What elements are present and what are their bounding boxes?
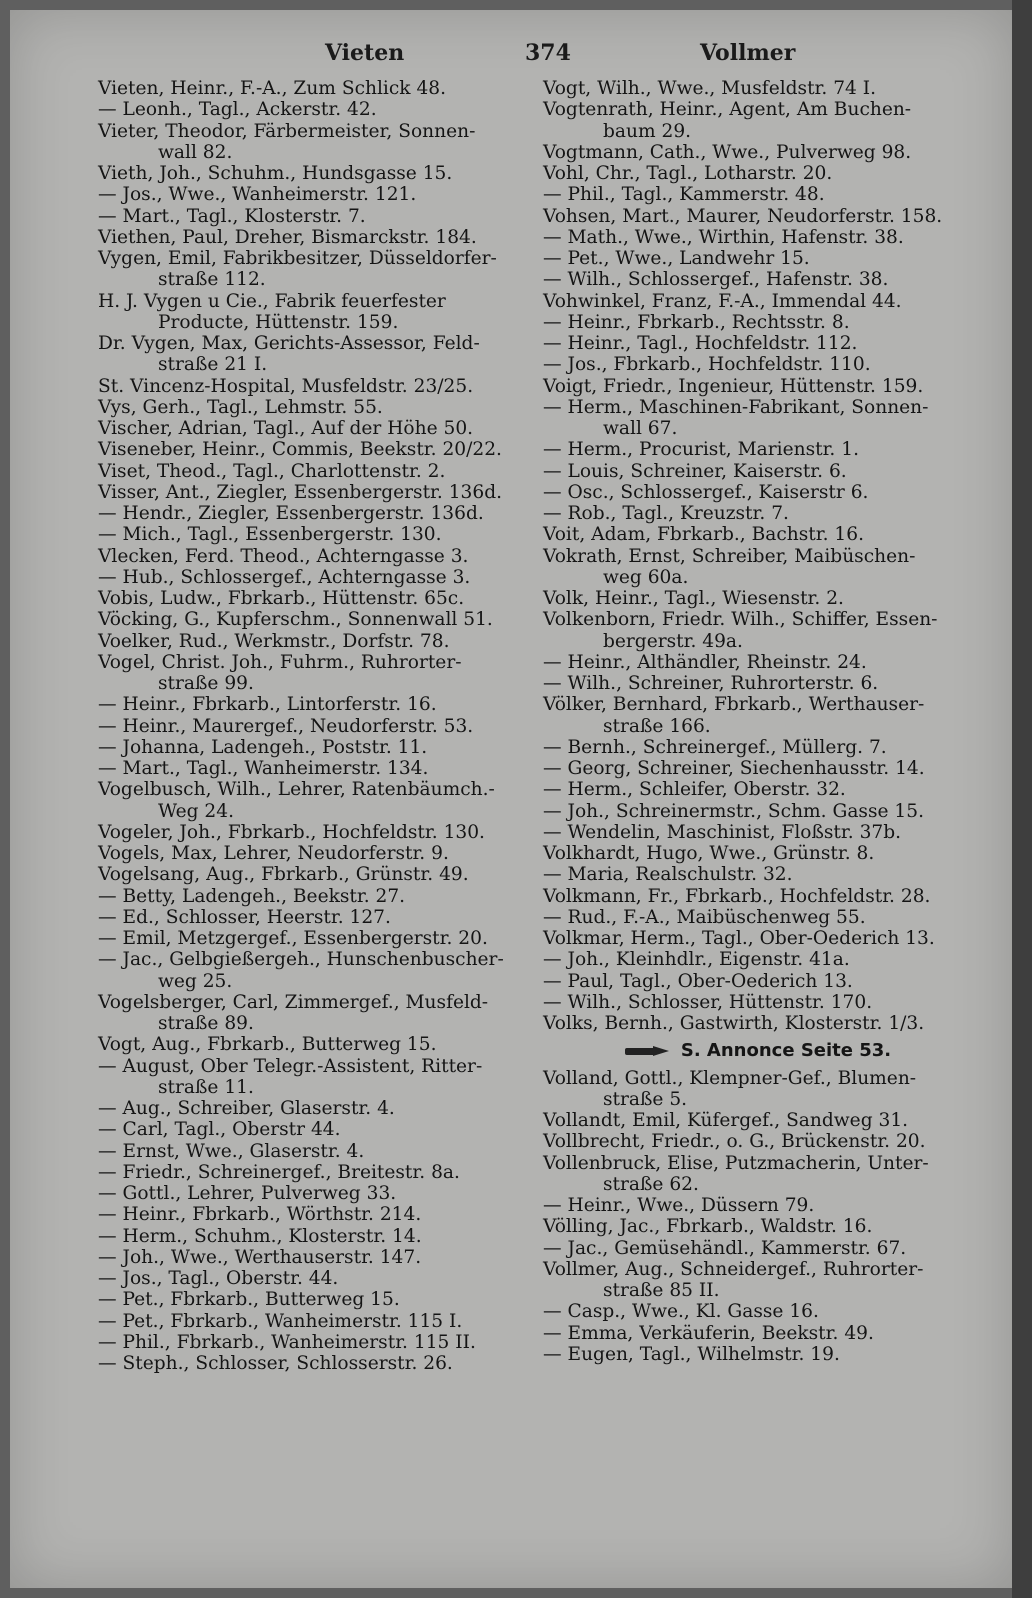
directory-entry: Völker, Bernhard, Fbrkarb., Werthauser- bbox=[543, 694, 925, 716]
directory-entry: Vogt, Aug., Fbrkarb., Butterweg 15. bbox=[98, 1034, 437, 1056]
pointing-hand-icon bbox=[625, 1044, 671, 1058]
directory-entry: — Emma, Verkäuferin, Beekstr. 49. bbox=[543, 1322, 874, 1344]
directory-entry: straße 89. bbox=[158, 1013, 254, 1034]
directory-entry: — Carl, Tagl., Oberstr 44. bbox=[98, 1119, 341, 1141]
directory-entry: Viset, Theod., Tagl., Charlottenstr. 2. bbox=[98, 460, 446, 482]
directory-entry: — Ernst, Wwe., Glaserstr. 4. bbox=[98, 1140, 365, 1162]
directory-entry: Vieten, Heinr., F.-A., Zum Schlick 48. bbox=[98, 78, 447, 99]
directory-entry: — Bernh., Schreinergef., Müllerg. 7. bbox=[543, 736, 887, 758]
directory-entry: Vogelsang, Aug., Fbrkarb., Grünstr. 49. bbox=[98, 864, 469, 886]
directory-entry: — Heinr., Wwe., Düssern 79. bbox=[543, 1195, 815, 1216]
directory-entry: — Heinr., Fbrkarb., Wörthstr. 214. bbox=[98, 1204, 422, 1226]
page-number: 374 bbox=[525, 40, 571, 66]
directory-entry: Vogtmann, Cath., Wwe., Pulverweg 98. bbox=[543, 141, 912, 163]
directory-entry: — Pet., Fbrkarb., Wanheimerstr. 115 I. bbox=[98, 1310, 463, 1332]
directory-entry: — Jos., Wwe., Wanheimerstr. 121. bbox=[98, 184, 417, 206]
directory-entry: — August, Ober Telegr.-Assistent, Ritter- bbox=[98, 1055, 483, 1077]
directory-entry: — Aug., Schreiber, Glaserstr. 4. bbox=[98, 1098, 395, 1119]
directory-entry: — Rob., Tagl., Kreuzstr. 7. bbox=[543, 503, 789, 524]
directory-entry: baum 29. bbox=[603, 120, 692, 142]
directory-entry: straße 99. bbox=[158, 673, 254, 694]
directory-entry: Vohl, Chr., Tagl., Lotharstr. 20. bbox=[543, 163, 833, 184]
directory-entry: Weg 24. bbox=[158, 800, 234, 822]
directory-entry: Vischer, Adrian, Tagl., Auf der Höhe 50. bbox=[98, 418, 474, 439]
annonce-text: S. Annonce Seite 53. bbox=[680, 1040, 892, 1062]
directory-entry: — Wilh., Schlossergef., Hafenstr. 38. bbox=[543, 269, 889, 291]
directory-entry: — Maria, Realschulstr. 32. bbox=[543, 864, 793, 886]
directory-entry: Vieth, Joh., Schuhm., Hundsgasse 15. bbox=[98, 163, 453, 184]
directory-entry: Vogelbusch, Wilh., Lehrer, Ratenbäumch.- bbox=[98, 779, 495, 801]
directory-entry: — Ed., Schlosser, Heerstr. 127. bbox=[98, 906, 391, 928]
directory-entry: — Herm., Maschinen-Fabrikant, Sonnen- bbox=[543, 396, 929, 418]
directory-entry: straße 11. bbox=[158, 1076, 254, 1098]
right-column bbox=[543, 78, 973, 1365]
directory-entry: — Jac., Gelbgießergeh., Hunschenbuscher- bbox=[98, 949, 504, 971]
directory-entry: Voigt, Friedr., Ingenieur, Hüttenstr. 159. bbox=[543, 375, 924, 397]
directory-entry: — Mich., Tagl., Essenbergerstr. 130. bbox=[98, 524, 442, 546]
directory-entry: Vogeler, Joh., Fbrkarb., Hochfeldstr. 130. bbox=[98, 821, 485, 843]
directory-entry: — Hendr., Ziegler, Essenbergerstr. 136d. bbox=[98, 503, 484, 524]
directory-entry: straße 166. bbox=[603, 715, 711, 737]
directory-entry: — Paul, Tagl., Ober-Oederich 13. bbox=[543, 970, 853, 992]
directory-entry: weg 25. bbox=[158, 970, 233, 992]
directory-entry: — Eugen, Tagl., Wilhelmstr. 19. bbox=[543, 1343, 840, 1365]
running-head-right: Vollmer bbox=[700, 40, 796, 66]
directory-entry: — Mart., Tagl., Klosterstr. 7. bbox=[98, 205, 366, 227]
page-header bbox=[10, 40, 1012, 76]
directory-entry: straße 62. bbox=[603, 1173, 699, 1195]
directory-entry: — Joh., Kleinhdlr., Eigenstr. 41a. bbox=[543, 949, 850, 971]
directory-entry: — Mart., Tagl., Wanheimerstr. 134. bbox=[98, 758, 429, 779]
directory-entry: — Heinr., Fbrkarb., Lintorferstr. 16. bbox=[98, 694, 437, 716]
directory-entry: Vohwinkel, Franz, F.-A., Immendal 44. bbox=[543, 290, 902, 312]
directory-entry: Visser, Ant., Ziegler, Essenbergerstr. 136d. bbox=[98, 481, 503, 503]
directory-entry: Vollandt, Emil, Küfergef., Sandweg 31. bbox=[543, 1110, 909, 1131]
directory-entry: weg 60a. bbox=[603, 566, 689, 588]
directory-entry: Vys, Gerh., Tagl., Lehmstr. 55. bbox=[98, 396, 383, 418]
directory-entry: — Wilh., Schreiner, Ruhrorterstr. 6. bbox=[543, 673, 879, 694]
directory-entry: — Pet., Wwe., Landwehr 15. bbox=[543, 248, 810, 269]
directory-entry: Vollbrecht, Friedr., o. G., Brückenstr. 20. bbox=[543, 1131, 926, 1153]
directory-entry: wall 67. bbox=[603, 418, 678, 439]
directory-entry: — Steph., Schlosser, Schlosserstr. 26. bbox=[98, 1353, 453, 1374]
directory-entry: Volkmar, Herm., Tagl., Ober-Oederich 13. bbox=[543, 928, 935, 949]
directory-entry: — Herm., Schuhm., Klosterstr. 14. bbox=[98, 1225, 422, 1247]
directory-entry: Volkmann, Fr., Fbrkarb., Hochfeldstr. 28. bbox=[543, 885, 931, 907]
directory-entry: — Casp., Wwe., Kl. Gasse 16. bbox=[543, 1301, 819, 1323]
directory-page bbox=[10, 10, 1012, 1588]
directory-entry: Volk, Heinr., Tagl., Wiesenstr. 2. bbox=[543, 588, 844, 609]
directory-entry: Voelker, Rud., Werkmstr., Dorfstr. 78. bbox=[98, 630, 450, 652]
directory-entry: Dr. Vygen, Max, Gerichts-Assessor, Feld- bbox=[98, 333, 480, 354]
directory-entry: Völling, Jac., Fbrkarb., Waldstr. 16. bbox=[543, 1216, 873, 1238]
directory-entry: Volland, Gottl., Klempner-Gef., Blumen- bbox=[543, 1067, 917, 1089]
directory-entry: Vogtenrath, Heinr., Agent, Am Buchen- bbox=[543, 99, 912, 121]
directory-entry: straße 21 I. bbox=[158, 354, 268, 376]
directory-entry: — Wilh., Schlosser, Hüttenstr. 170. bbox=[543, 991, 873, 1013]
directory-entry: Vogels, Max, Lehrer, Neudorferstr. 9. bbox=[98, 843, 449, 864]
directory-entry: — Phil., Fbrkarb., Wanheimerstr. 115 II. bbox=[98, 1331, 476, 1353]
directory-entry: — Hub., Schlossergef., Achterngasse 3. bbox=[98, 566, 471, 588]
directory-entry: Vohsen, Mart., Maurer, Neudorferstr. 158. bbox=[543, 205, 943, 227]
directory-entry: bergerstr. 49a. bbox=[603, 630, 743, 652]
directory-entry: — Louis, Schreiner, Kaiserstr. 6. bbox=[543, 460, 847, 482]
directory-entry: Producte, Hüttenstr. 159. bbox=[158, 311, 399, 333]
directory-entry: — Heinr., Maurergef., Neudorferstr. 53. bbox=[98, 715, 474, 737]
directory-entry: — Heinr., Fbrkarb., Rechtsstr. 8. bbox=[543, 311, 850, 333]
directory-entry: Volks, Bernh., Gastwirth, Klosterstr. 1/3. bbox=[543, 1013, 925, 1034]
directory-entry: — Osc., Schlossergef., Kaiserstr 6. bbox=[543, 481, 869, 503]
directory-entry: — Joh., Schreinermstr., Schm. Gasse 15. bbox=[543, 800, 924, 822]
directory-entry: — Georg, Schreiner, Siechenhausstr. 14. bbox=[543, 758, 925, 779]
directory-entry: H. J. Vygen u Cie., Fabrik feuerfester bbox=[98, 290, 446, 312]
directory-entry: — Phil., Tagl., Kammerstr. 48. bbox=[543, 184, 825, 206]
directory-entry: — Heinr., Althändler, Rheinstr. 24. bbox=[543, 651, 867, 673]
directory-entry: Vokrath, Ernst, Schreiber, Maibüschen- bbox=[543, 545, 916, 567]
directory-entry: straße 85 II. bbox=[603, 1280, 720, 1301]
directory-entry: Viseneber, Heinr., Commis, Beekstr. 20/22. bbox=[98, 439, 502, 461]
directory-entry: Vlecken, Ferd. Theod., Achterngasse 3. bbox=[98, 545, 469, 567]
annonce-reference bbox=[543, 1040, 973, 1061]
directory-entry: — Jac., Gemüsehändl., Kammerstr. 67. bbox=[543, 1237, 907, 1259]
scan-edge bbox=[1012, 0, 1032, 1598]
directory-entry: Vöcking, G., Kupferschm., Sonnenwall 51. bbox=[98, 609, 493, 631]
directory-entry: — Jos., Tagl., Oberstr. 44. bbox=[98, 1268, 339, 1289]
directory-entry: wall 82. bbox=[158, 141, 233, 163]
directory-entry: — Betty, Ladengeh., Beekstr. 27. bbox=[98, 885, 406, 907]
directory-entry: — Rud., F.-A., Maibüschenweg 55. bbox=[543, 906, 866, 928]
directory-entry: Vieter, Theodor, Färbermeister, Sonnen- bbox=[98, 120, 476, 142]
directory-entry: Vollmer, Aug., Schneidergef., Ruhrorter- bbox=[543, 1258, 924, 1280]
directory-entry: — Math., Wwe., Wirthin, Hafenstr. 38. bbox=[543, 226, 904, 248]
directory-entry: Vollenbruck, Elise, Putzmacherin, Unter- bbox=[543, 1152, 929, 1174]
directory-entry: — Emil, Metzgergef., Essenbergerstr. 20. bbox=[98, 928, 488, 949]
directory-entry: Viethen, Paul, Dreher, Bismarckstr. 184. bbox=[98, 226, 477, 248]
directory-entry: — Heinr., Tagl., Hochfeldstr. 112. bbox=[543, 333, 858, 354]
directory-entry: — Joh., Wwe., Werthauserstr. 147. bbox=[98, 1246, 422, 1268]
directory-entry: Vobis, Ludw., Fbrkarb., Hüttenstr. 65c. bbox=[98, 588, 465, 609]
running-head-left: Vieten bbox=[325, 40, 405, 66]
directory-entry: Vogt, Wilh., Wwe., Musfeldstr. 74 I. bbox=[543, 78, 877, 99]
directory-entry: — Johanna, Ladengeh., Poststr. 11. bbox=[98, 736, 428, 758]
directory-entry: Vogelsberger, Carl, Zimmergef., Musfeld- bbox=[98, 991, 489, 1013]
directory-entry: — Leonh., Tagl., Ackerstr. 42. bbox=[98, 99, 377, 121]
directory-entry: Voit, Adam, Fbrkarb., Bachstr. 16. bbox=[543, 524, 864, 546]
directory-entry: Vogel, Christ. Joh., Fuhrm., Ruhrorter- bbox=[98, 651, 462, 673]
left-column bbox=[98, 78, 518, 1374]
directory-entry: St. Vincenz-Hospital, Musfeldstr. 23/25. bbox=[98, 375, 474, 397]
directory-entry: — Jos., Fbrkarb., Hochfeldstr. 110. bbox=[543, 354, 871, 376]
directory-entry: Volkhardt, Hugo, Wwe., Grünstr. 8. bbox=[543, 843, 875, 864]
directory-entry: — Pet., Fbrkarb., Butterweg 15. bbox=[98, 1289, 400, 1311]
directory-entry: — Wendelin, Maschinist, Floßstr. 37b. bbox=[543, 821, 902, 843]
directory-entry: straße 112. bbox=[158, 269, 266, 291]
directory-entry: — Gottl., Lehrer, Pulverweg 33. bbox=[98, 1183, 397, 1204]
directory-entry: — Herm., Schleifer, Oberstr. 32. bbox=[543, 779, 846, 801]
directory-entry: straße 5. bbox=[603, 1088, 688, 1110]
directory-entry: — Herm., Procurist, Marienstr. 1. bbox=[543, 439, 859, 461]
directory-entry: — Friedr., Schreinergef., Breitestr. 8a. bbox=[98, 1161, 460, 1183]
directory-entry: Volkenborn, Friedr. Wilh., Schiffer, Essen- bbox=[543, 609, 938, 631]
directory-entry: Vygen, Emil, Fabrikbesitzer, Düsseldorfer- bbox=[98, 248, 497, 269]
